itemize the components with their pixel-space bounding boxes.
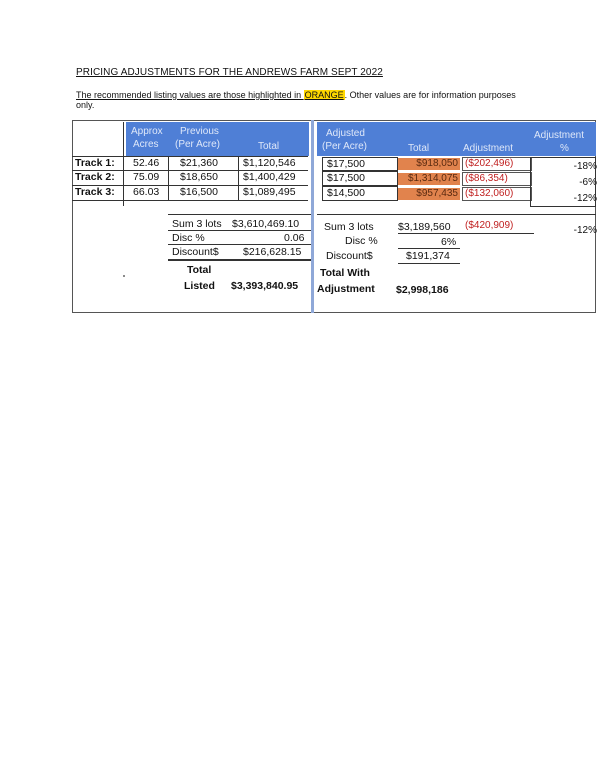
track-1-adj-total: $918,050 <box>398 158 460 170</box>
recommendation-note <box>76 90 536 110</box>
label-column-divider <box>123 122 124 206</box>
right-total-label-1: Total With <box>320 267 370 279</box>
header-pct-sign: % <box>560 143 569 154</box>
track-3-label: Track 3: <box>75 186 115 198</box>
summary-double-line <box>168 259 311 261</box>
right-disc-value: 6% <box>441 236 457 248</box>
header-adjusted: Adjusted <box>326 128 365 139</box>
header-adjustment-pct: Adjustment <box>534 130 585 141</box>
track-1-prev-per-acre: $21,360 <box>180 157 218 169</box>
track-1-pct: -18% <box>573 161 597 172</box>
track-3-adj-total: $957,435 <box>398 188 460 200</box>
page-title: PRICING ADJUSTMENTS FOR THE ANDREWS FARM SEPT 2022 <box>76 67 383 78</box>
track-3-adj-per-acre: $14,500 <box>322 186 398 201</box>
summary-line <box>168 230 311 231</box>
track-1-adjustment: ($202,496) <box>462 157 532 171</box>
track-3-prev-per-acre: $16,500 <box>180 186 218 198</box>
right-sum-label: Sum 3 lots <box>324 221 374 233</box>
track-2-pct: -6% <box>579 177 597 188</box>
summary-line <box>317 214 535 215</box>
right-discount-value: $191,374 <box>406 250 450 262</box>
scan-speck <box>123 275 125 277</box>
left-discount-value: $216,628.15 <box>243 246 302 258</box>
left-disc-value: 0.06 <box>284 232 305 244</box>
col-line <box>168 156 169 200</box>
section-divider <box>311 120 314 313</box>
note-part-1: The recommended listing values are those highlighted in <box>76 90 304 100</box>
right-sum-adjustment: ($420,909) <box>465 220 514 231</box>
track-3-acres: 66.03 <box>133 186 160 198</box>
summary-line <box>168 244 311 245</box>
left-total-value: $3,393,840.95 <box>231 280 299 292</box>
track-2-adj-total: $1,314,075 <box>398 173 460 185</box>
track-2-adjustment: ($86,354) <box>462 172 532 186</box>
note-part-2: . Other values are for information purposes only. <box>76 90 516 110</box>
track-2-adj-per-acre: $17,500 <box>322 171 398 186</box>
track-2-label: Track 2: <box>75 171 115 183</box>
summary-line <box>398 263 460 264</box>
track-2-acres: 75.09 <box>133 171 160 183</box>
row-line <box>72 200 308 201</box>
pct-column-box <box>530 157 596 207</box>
left-sum-value: $3,610,469.10 <box>232 218 300 230</box>
summary-line <box>168 214 311 215</box>
header-previous: Previous <box>180 126 219 137</box>
track-3-pct: -12% <box>573 193 597 204</box>
header-adjustment: Adjustment <box>463 143 514 154</box>
header-acres: Acres <box>133 139 159 150</box>
right-total-label-2: Adjustment <box>317 283 375 295</box>
track-1-prev-total: $1,120,546 <box>243 157 296 169</box>
track-3-adjustment: ($132,060) <box>462 187 532 201</box>
right-total-value: $2,998,186 <box>396 284 449 296</box>
left-total-label-1: Total <box>187 264 212 276</box>
left-discount-label: Discount$ <box>172 246 219 258</box>
col-line <box>238 156 239 200</box>
track-1-adj-per-acre: $17,500 <box>322 157 398 171</box>
summary-line <box>530 214 596 215</box>
header-adj-total: Total <box>408 143 430 154</box>
track-1-acres: 52.46 <box>133 157 160 169</box>
header-adj-per-acre: (Per Acre) <box>322 141 368 152</box>
summary-line <box>398 233 534 234</box>
summary-line <box>398 248 460 249</box>
left-total-label-2: Listed <box>184 280 215 292</box>
right-sum-value: $3,189,560 <box>398 221 451 233</box>
header-per-acre: (Per Acre) <box>175 139 221 150</box>
left-disc-label: Disc % <box>172 232 205 244</box>
right-discount-label: Discount$ <box>326 250 373 262</box>
header-approx: Approx <box>131 126 163 137</box>
header-total: Total <box>258 141 280 152</box>
track-3-prev-total: $1,089,495 <box>243 186 296 198</box>
track-2-prev-per-acre: $18,650 <box>180 171 218 183</box>
track-2-prev-total: $1,400,429 <box>243 171 296 183</box>
note-highlight-orange: ORANGE <box>304 90 344 100</box>
right-sum-pct: -12% <box>573 225 597 236</box>
track-1-label: Track 1: <box>75 157 115 169</box>
left-sum-label: Sum 3 lots <box>172 218 222 230</box>
right-disc-label: Disc % <box>345 235 378 247</box>
